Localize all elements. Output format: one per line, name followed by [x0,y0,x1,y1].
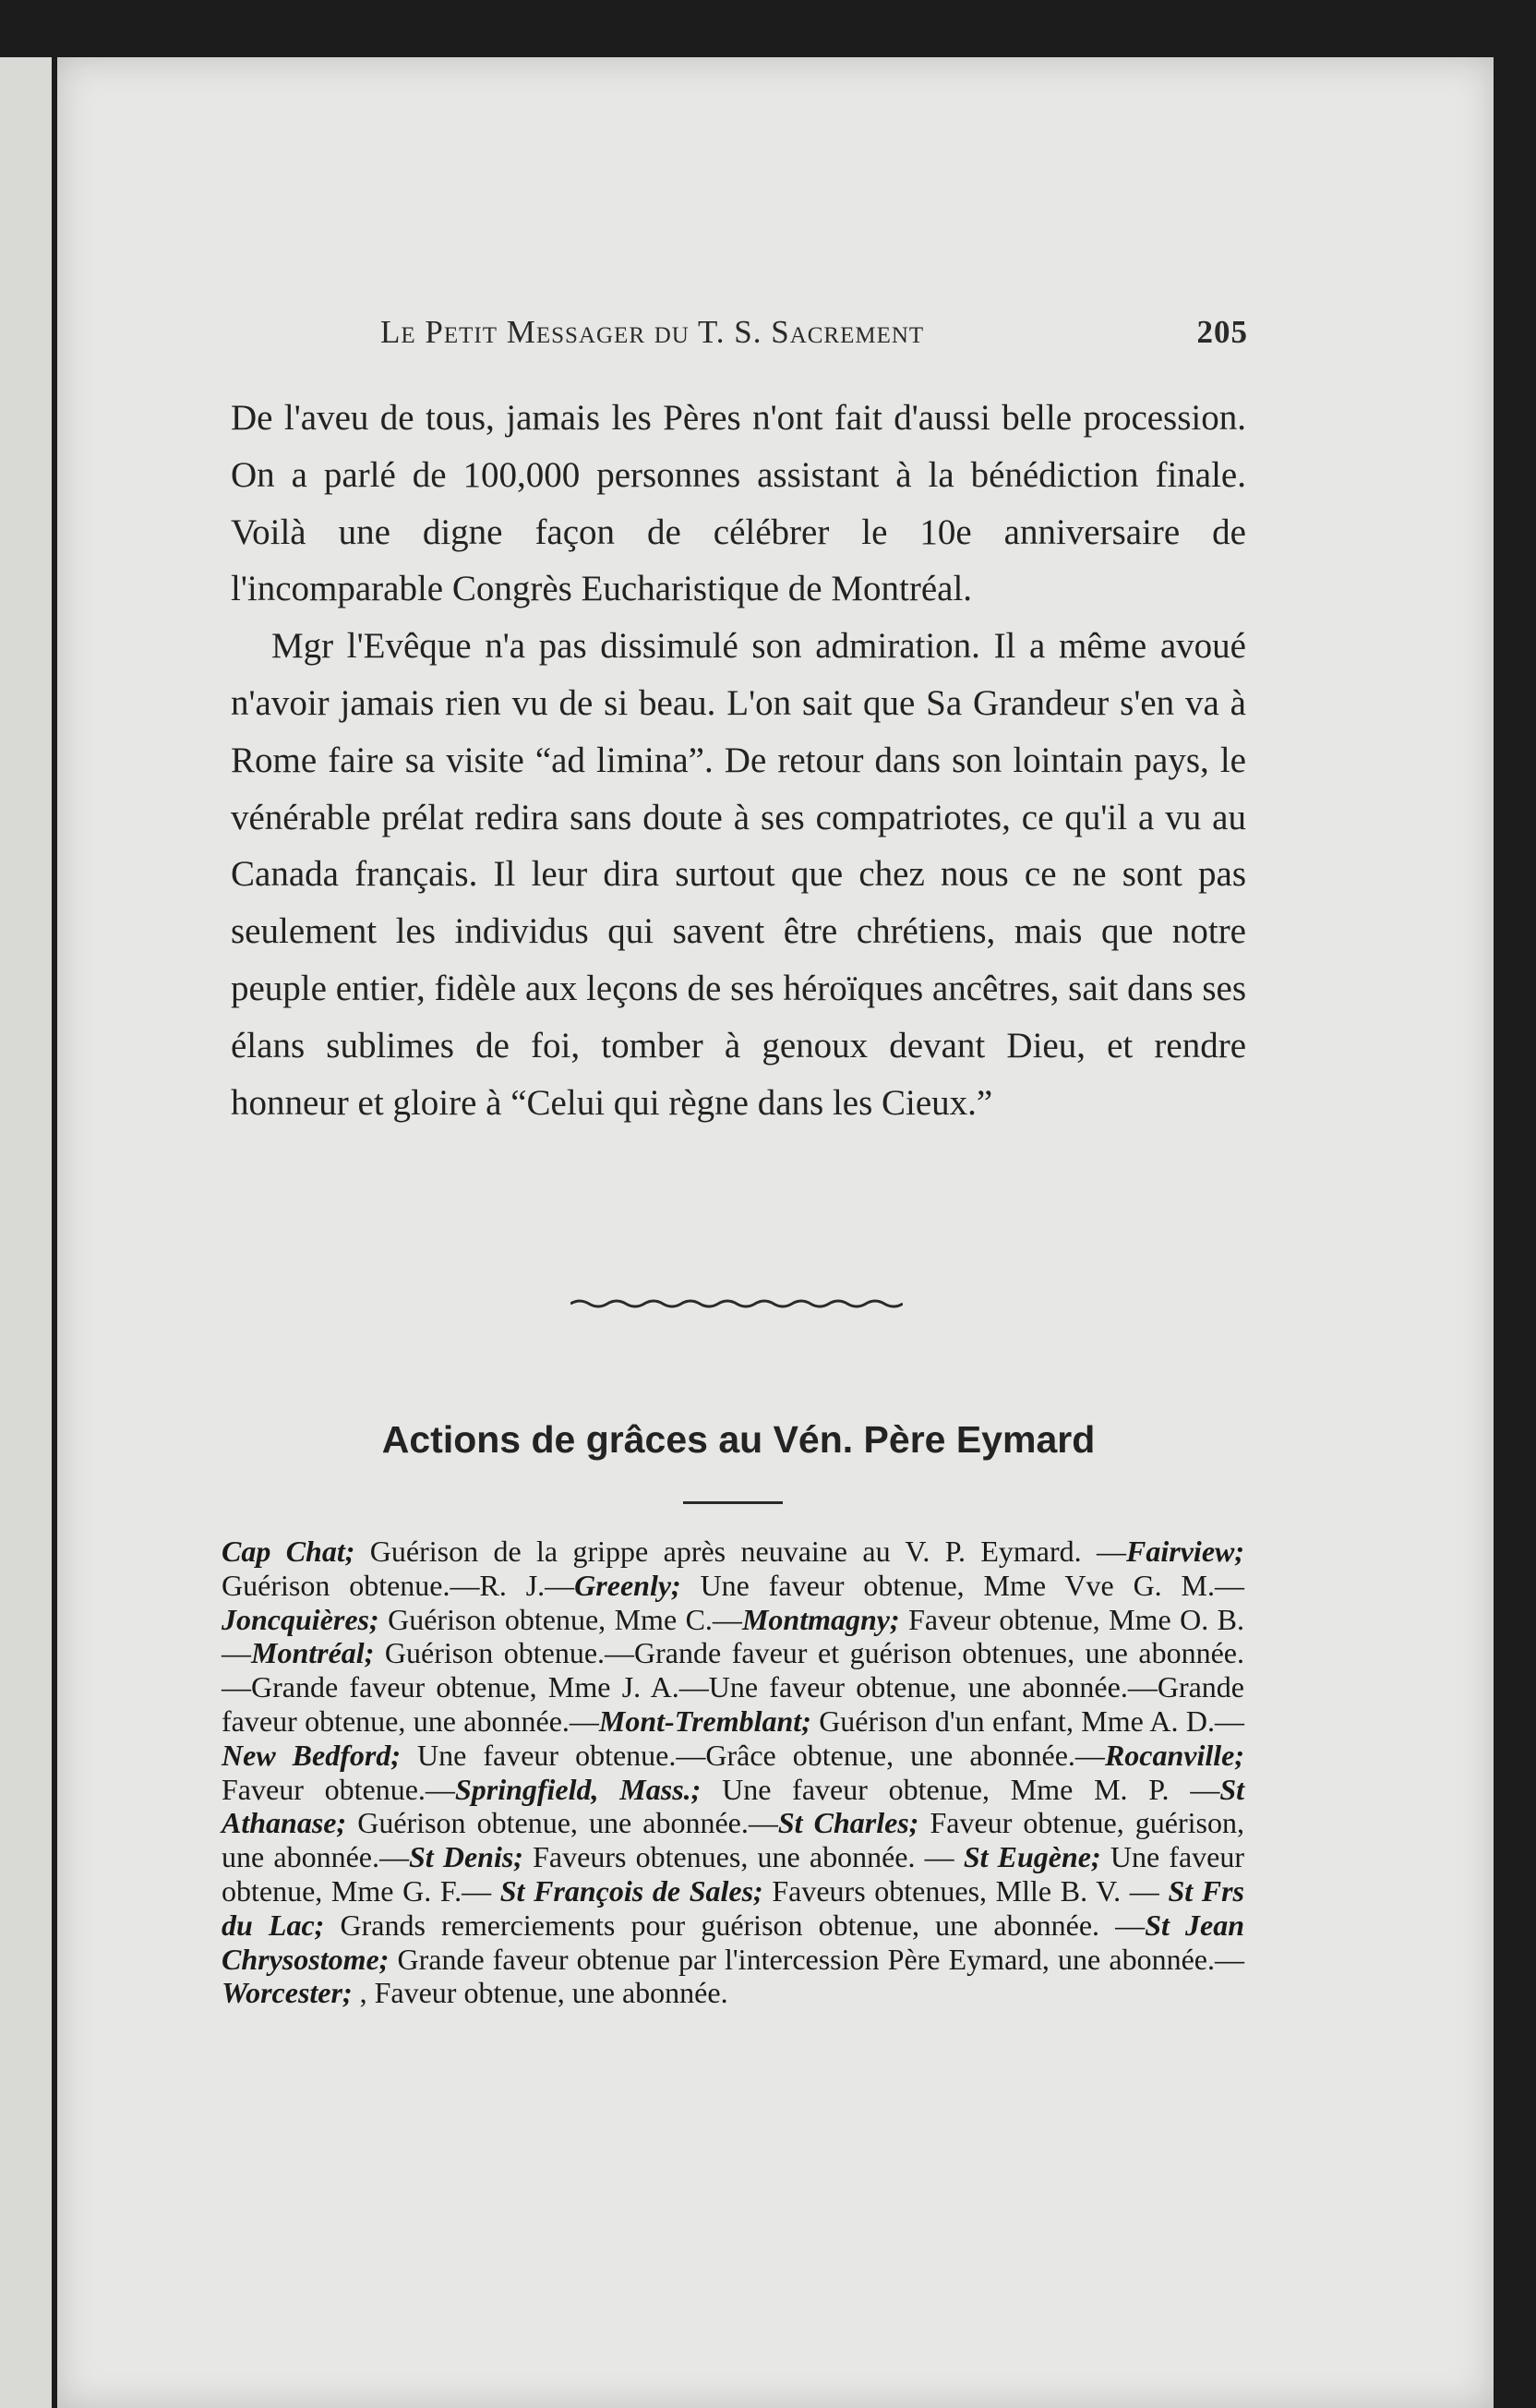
note-text: Une faveur obtenue, Mme Vve G. M.— [680,1568,1245,1602]
place-name: New Bedford; [222,1738,401,1772]
place-name: St Jean Chrysostome; [222,1908,1245,1976]
place-name: St François de Sales; [499,1873,763,1908]
page-edge [0,57,52,2408]
place-name: Rocanville; [1104,1738,1245,1772]
note-text: Grande faveur obtenue par l'intercession Père Eymard, une abonnée.— [389,1942,1244,1976]
note-text: Faveur obtenue, Mme O. B.— [222,1602,1245,1670]
decorative-divider [570,1296,903,1311]
running-title: Le Petit Messager du T. S. Sacrement [380,314,925,350]
note-text: Grands remerciements pour guérison obtenue, une abonnée. — [324,1908,1146,1942]
place-name: St Frs du Lac; [222,1873,1245,1942]
note-text: Une faveur obtenue, Mme G. F.— [222,1840,1245,1908]
note-text: Une faveur obtenue, Mme M. P. — [701,1772,1220,1806]
note-text: Guérison obtenue.—R. J.— [222,1568,575,1602]
place-name: Montmagny; [741,1602,900,1636]
place-name: Montréal; [251,1636,375,1670]
place-name: Greenly; [574,1568,681,1602]
place-name: Fairview; [1126,1535,1245,1568]
body-text [231,390,1246,1131]
running-header [380,314,1248,351]
note-text: Guérison de la grippe après neuvaine au V. P. Eymard. — [354,1535,1127,1568]
paragraph: De l'aveu de tous, jamais les Pères n'ont fait d'aussi belle procession. On a parlé de 100,000 personnes assistant à la bénédiction finale. Voilà une digne façon de célébrer le 10e anniversaire de l'incomparable Congrès Eucharistique de Montréal. [231,398,1246,609]
note-text: Faveur obtenue, guérison, une abonnée.— [222,1806,1245,1874]
thanksgiving-notes [222,1535,1244,2010]
section-title: Actions de grâces au Vén. Père Eymard [381,1418,1096,1461]
place-name: Mont-Tremblant; [598,1704,811,1738]
note-text: , Faveur obtenue, une abonnée. [352,1976,728,2010]
place-name: Cap Chat; [222,1535,355,1568]
note-text: Une faveur obtenue.—Grâce obtenue, une abonnée.— [401,1738,1105,1772]
place-name: St Charles; [777,1806,919,1840]
place-name: St Denis; [408,1840,523,1874]
title-rule [683,1501,783,1504]
paragraph: Mgr l'Evêque n'a pas dissimulé son admiration. Il a même avoué n'avoir jamais rien vu de si beau. L'on sait que Sa Grandeur s'en va à Rome faire sa visite “ad limina”. De retour dans son lointain pays, le vénérable prélat redira sans doute à ses compatriotes, ce qu'il a vu au Canada français. Il leur dira surtout que chez nous ce ne sont pas seulement les individus qui savent être chrétiens, mais que notre peuple entier, fidèle aux leçons de ses héroïques ancêtres, sait dans ses élans sublimes de foi, tomber à genoux devant Dieu, et rendre honneur et gloire à “Celui qui règne dans les Cieux.” [231,626,1246,1123]
place-name: St Eugène; [963,1840,1101,1874]
note-text: Faveurs obtenues, Mlle B. V. — [762,1873,1169,1908]
place-name: Worcester; [222,1976,353,2010]
place-name: Springfield, Mass.; [454,1772,702,1806]
place-name: Joncquières; [222,1602,379,1636]
note-text: Guérison d'un enfant, Mme A. D.— [810,1704,1245,1738]
note-text: Guérison obtenue, Mme C.— [378,1602,742,1636]
page-number: 205 [1196,314,1248,350]
place-name: St Athanase; [222,1772,1245,1840]
note-text: Faveur obtenue.— [222,1772,455,1806]
note-text: Guérison obtenue, une abonnée.— [346,1806,778,1840]
note-text: Faveurs obtenues, une abonnée. — [522,1840,964,1874]
note-text: Guérison obtenue.—Grande faveur et guérison obtenues, une abonnée. —Grande faveur obtenue, Mme J. A.—Une faveur obtenue, une abonnée.—Grande faveur obtenue, une abonnée.— [222,1636,1244,1738]
